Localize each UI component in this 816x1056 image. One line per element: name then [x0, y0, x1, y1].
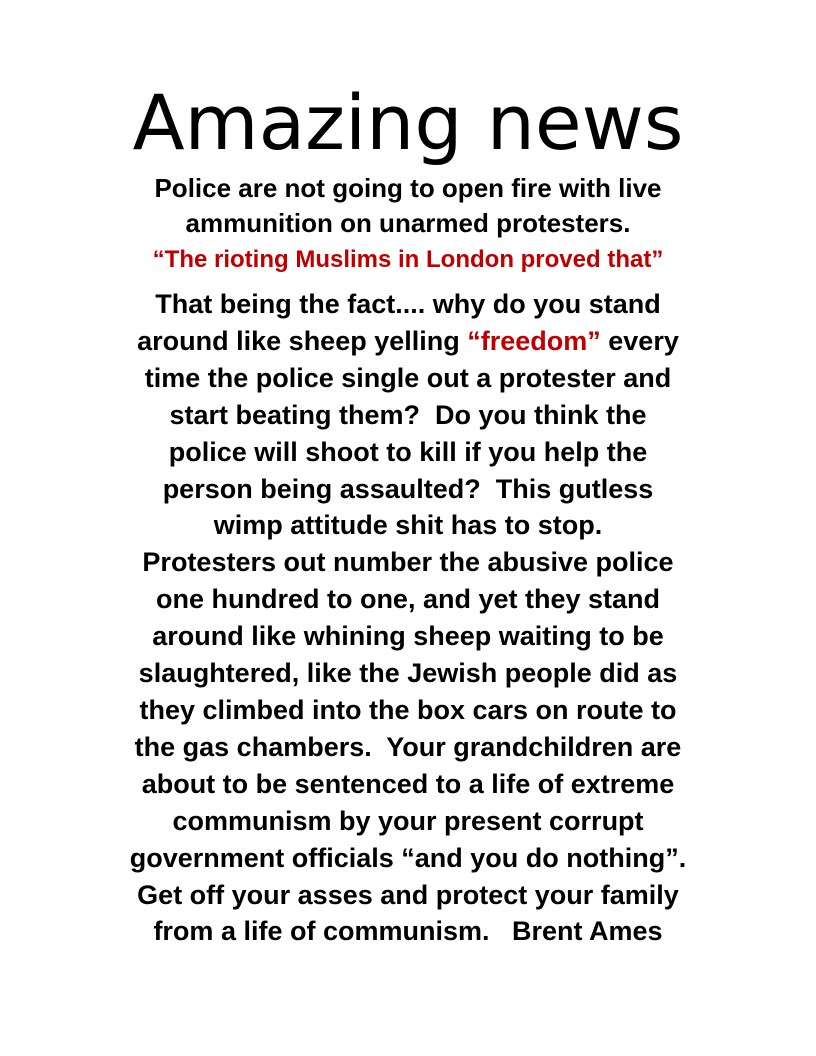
page-title: Amazing news — [132, 78, 684, 167]
subtitle-line-2: ammunition on unarmed protesters. — [185, 208, 631, 238]
body-line-2-suffix: every — [600, 325, 679, 356]
body-line-12: they climbed into the box cars on route to — [139, 694, 677, 725]
subtitle-line-1: Police are not going to open fire with live — [154, 173, 662, 203]
body-line-15: communism by your present corrupt — [172, 805, 644, 836]
freedom-highlight: “freedom” — [467, 325, 601, 356]
body-text — [0, 286, 816, 950]
body-line-5: police will shoot to kill if you help the — [168, 436, 648, 467]
body-line-13: the gas chambers. Your grandchildren are — [134, 731, 682, 762]
body-line-16: government officials “and you do nothing”. — [129, 842, 687, 873]
body-line-3: time the police single out a protester and — [144, 362, 672, 393]
signature-line: from a life of communism. Brent Ames — [153, 916, 663, 947]
body-line-10: around like whining sheep waiting to be — [152, 621, 664, 652]
body-line-8: Protesters out number the abusive police — [142, 547, 674, 578]
body-line-2 — [0, 323, 816, 360]
body-line-1: That being the fact.... why do you stand — [155, 289, 661, 319]
body-line-2-prefix: around like sheep yelling — [137, 325, 468, 356]
body-line-6: person being assaulted? This gutless — [162, 473, 654, 504]
highlighted-quote: “The rioting Muslims in London proved that” — [152, 246, 664, 273]
body-line-9: one hundred to one, and yet they stand — [155, 584, 661, 615]
body-line-14: about to be sentenced to a life of extreme — [141, 768, 675, 799]
body-line-4: start beating them? Do you think the — [169, 399, 647, 430]
body-line-7: wimp attitude shit has to stop. — [213, 510, 603, 541]
subtitle — [0, 171, 816, 241]
body-line-11: slaughtered, like the Jewish people did as — [138, 658, 678, 689]
body-line-17: Get off your asses and protect your family — [137, 879, 679, 910]
